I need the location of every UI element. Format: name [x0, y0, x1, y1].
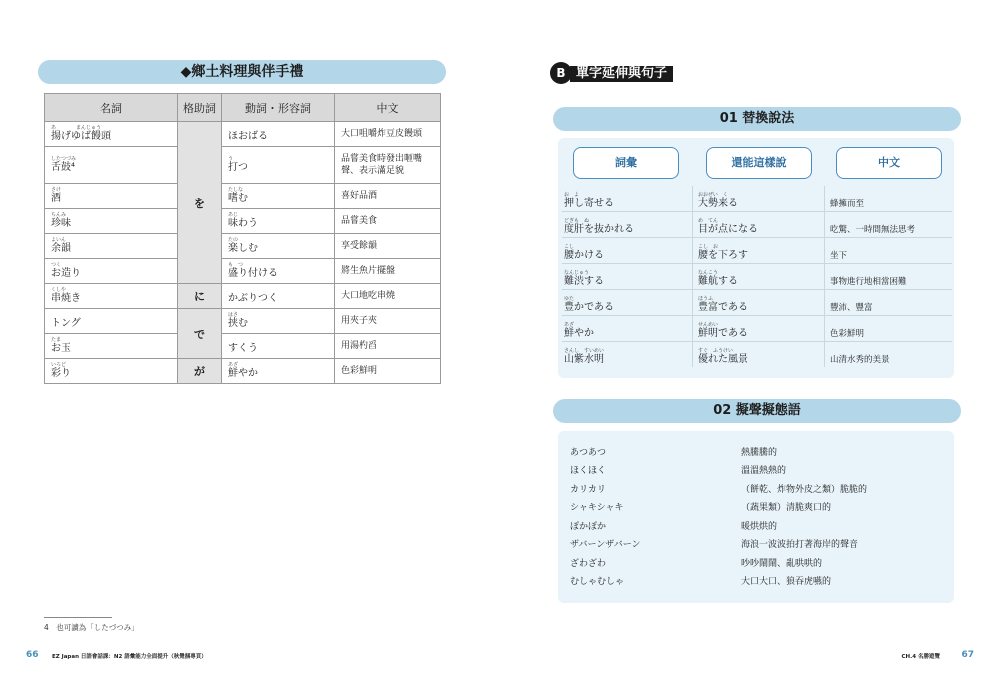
onomatopoeia-word: カリカリ — [570, 485, 606, 495]
column-label-alternative: 還能這樣說 — [706, 147, 812, 179]
word-cell: こし 腰かける — [562, 238, 693, 264]
chinese-cell: 大口地吃串燒 — [335, 284, 441, 309]
section-letter-badge: B — [550, 62, 572, 84]
verb-cell: はさ 挟む — [222, 309, 335, 334]
onomatopoeia-meaning: 熱騰騰的 — [741, 448, 778, 458]
table-row — [562, 264, 952, 290]
onomatopoeia-word: むしゃむしゃ — [570, 577, 625, 587]
header-verb: 動詞・形容詞 — [222, 94, 335, 122]
noun-cell: ちんみ 珍味 — [45, 209, 178, 234]
chinese-cell: 山清水秀的美景 — [830, 355, 890, 365]
noun-cell: くしや 串焼き — [45, 284, 178, 309]
alt-cell: なんこう 難航する — [693, 264, 825, 290]
table-header-row — [45, 94, 441, 122]
chinese-cell: 品嘗美食 — [335, 209, 441, 234]
onomatopoeia-word: ザバーンザバーン — [570, 540, 641, 550]
onomatopoeia-meaning: 大口大口、狼吞虎嚥的 — [741, 577, 832, 587]
chinese-cell: 色彩鮮明 — [335, 359, 441, 384]
table-row — [45, 184, 441, 209]
noun-cell: つく お造り — [45, 259, 178, 284]
noun-cell: いろど 彩り — [45, 359, 178, 384]
page-number-right: 67 — [961, 650, 974, 660]
onomatopoeia-meaning: 海浪一波波拍打著海岸的聲音 — [741, 540, 859, 550]
word-cell: さんし すいめい 山紫水明 — [562, 342, 693, 368]
footnote: 4 也可讀為「したづつみ」 — [44, 623, 139, 632]
vocab-table — [44, 93, 441, 384]
table-row — [45, 147, 441, 184]
chinese-cell: 吃驚、一時間無法思考 — [825, 212, 953, 238]
right-page — [500, 0, 1000, 684]
onomatopoeia-word: ぽかぽか — [570, 522, 607, 532]
alt-cell: おおぜい く 大勢来る — [693, 186, 825, 212]
word-cell: お よ 押し寄せる — [562, 186, 693, 212]
verb-cell: う 打つ — [222, 147, 335, 184]
onomatopoeia-word: シャキシャキ — [570, 503, 624, 513]
table-row — [562, 238, 952, 264]
verb-cell: あじ 味わう — [222, 209, 335, 234]
word-cell: あざ 鮮やか — [562, 316, 693, 342]
table-row — [562, 212, 952, 238]
subsection-title-bar: 01 替換說法 — [553, 107, 961, 131]
table-row — [562, 290, 952, 316]
table-row — [562, 342, 952, 368]
word-cell: ゆた 豊かである — [562, 290, 693, 316]
chinese-cell: 蜂擁而至 — [825, 186, 953, 212]
chinese-cell: 事物進行地相當困難 — [825, 264, 953, 290]
particle-de: で — [178, 309, 222, 359]
chinese-cell: 喜好品酒 — [335, 184, 441, 209]
verb-cell: たしな 嗜む — [222, 184, 335, 209]
chinese-cell: 用湯杓舀 — [335, 334, 441, 359]
noun-cell: よいん 余韻 — [45, 234, 178, 259]
table-row — [45, 284, 441, 309]
alt-cell: め てん 目が点になる — [693, 212, 825, 238]
footer-right: CH.4 名勝遊覽 — [901, 654, 940, 660]
chinese-cell: 色彩鮮明 — [825, 316, 953, 342]
alt-cell: せんめい 鮮明である — [693, 316, 825, 342]
particle-ni: に — [178, 284, 222, 309]
onomatopoeia-meaning: 溫溫熱熱的 — [741, 466, 787, 476]
alt-cell: すぐ ふうけい 優れた風景 — [693, 342, 825, 368]
page-number-left: 66 — [26, 650, 39, 660]
particle-ga: が — [178, 359, 222, 384]
column-label-vocab: 詞彙 — [573, 147, 679, 179]
noun-cell: したつづみ 舌鼓⁴ — [45, 147, 178, 184]
onomatopoeia-meaning: （餅乾、炸物外皮之類）脆脆的 — [741, 485, 868, 495]
onomatopoeia-meaning: （蔬果類）清脆爽口的 — [741, 503, 832, 513]
verb-cell: あざ 鮮やか — [222, 359, 335, 384]
header-chinese: 中文 — [335, 94, 441, 122]
chinese-cell: 用夾子夾 — [335, 309, 441, 334]
particle-wo: を — [178, 122, 222, 284]
synonym-table — [562, 186, 952, 367]
table-row — [45, 334, 441, 359]
alt-cell: こし お 腰を下ろす — [693, 238, 825, 264]
onomatopoeia-word: ほくほく — [570, 466, 607, 476]
table-row — [562, 186, 952, 212]
chinese-cell: 豐沛、豐富 — [825, 290, 953, 316]
alt-cell: ほうふ 豊富である — [693, 290, 825, 316]
word-cell: どぎも ぬ 度肝を抜かれる — [562, 212, 693, 238]
table-row — [562, 316, 952, 342]
verb-cell: すくう — [222, 334, 335, 359]
section-title-bar: ◆鄉土料理與伴手禮 — [38, 60, 446, 84]
header-noun: 名詞 — [45, 94, 178, 122]
footnote-divider — [44, 617, 112, 618]
column-label-chinese: 中文 — [836, 147, 942, 179]
noun-cell: あ まんじゅう 揚げゆば饅頭 — [45, 122, 178, 147]
noun-cell: たま お玉 — [45, 334, 178, 359]
onomatopoeia-meaning: 暖烘烘的 — [741, 522, 778, 532]
table-row — [45, 122, 441, 147]
table-row — [45, 359, 441, 384]
onomatopoeia-meaning: 吵吵鬧鬧、亂哄哄的 — [741, 559, 823, 569]
table-row — [45, 259, 441, 284]
chinese-cell: 大口咀嚼炸豆皮饅頭 — [335, 122, 441, 147]
onomatopoeia-word: ざわざわ — [570, 559, 607, 569]
table-row — [45, 209, 441, 234]
table-row — [45, 309, 441, 334]
noun-cell: さけ 酒 — [45, 184, 178, 209]
section-title: 單字延伸與句子 — [570, 66, 673, 82]
chinese-cell: 品嘗美食時發出咂嘴聲、表示滿足貌 — [335, 147, 441, 184]
table-row — [45, 234, 441, 259]
footer-left: EZ Japan 日語會話課：N2 語彙能力全面提升（秋覺捆專頁） — [52, 654, 207, 660]
verb-cell: ほおばる — [222, 122, 335, 147]
chinese-cell: 坐下 — [825, 238, 953, 264]
subsection-title-bar: 02 擬聲擬態語 — [553, 399, 961, 423]
verb-cell: かぶりつく — [222, 284, 335, 309]
header-particle: 格助詞 — [178, 94, 222, 122]
noun-cell: トング — [45, 309, 178, 334]
word-cell: なんじゅう 難渋する — [562, 264, 693, 290]
verb-cell: たの 楽しむ — [222, 234, 335, 259]
chinese-cell: 將生魚片擺盤 — [335, 259, 441, 284]
verb-cell: も つ 盛り付ける — [222, 259, 335, 284]
onomatopoeia-word: あつあつ — [570, 448, 607, 458]
chinese-cell: 享受餘韻 — [335, 234, 441, 259]
